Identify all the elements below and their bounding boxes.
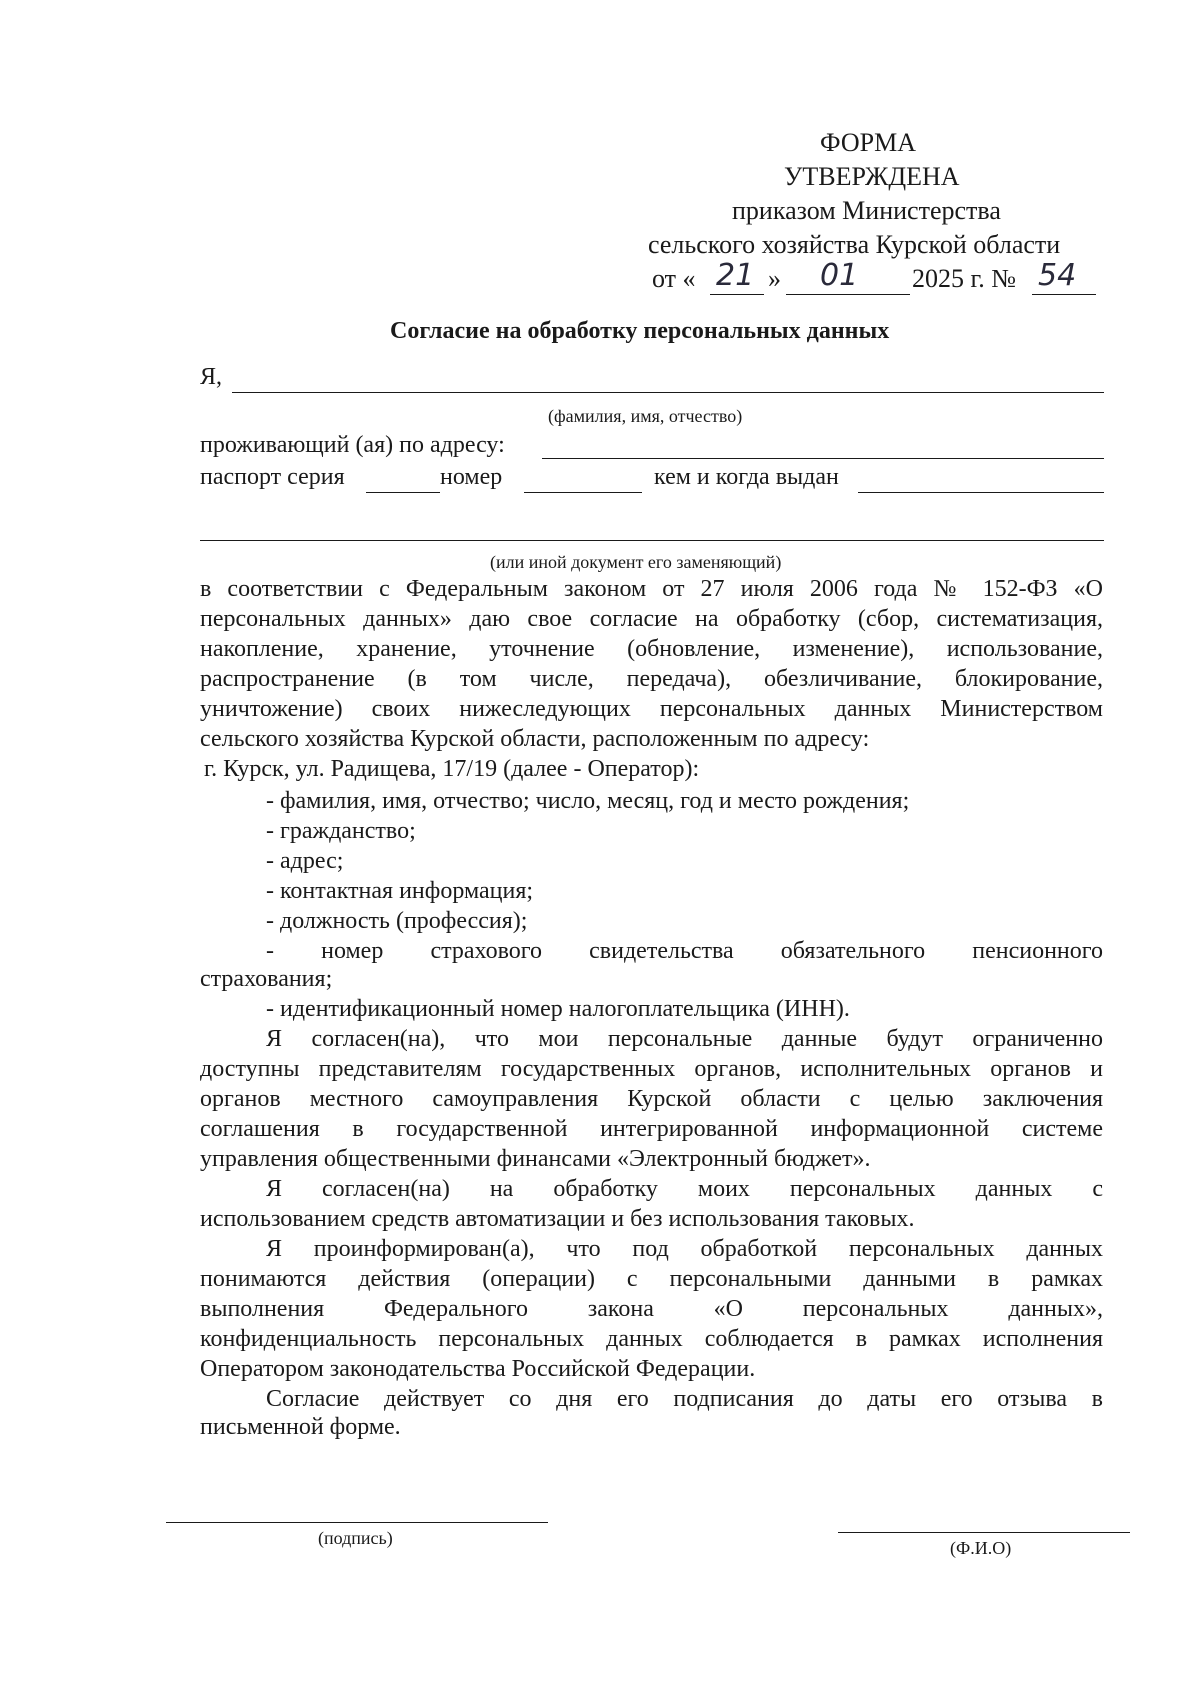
- passport-number-input-line[interactable]: [524, 492, 642, 493]
- issued-by-input-line-2[interactable]: [200, 540, 1104, 541]
- list-item-snils: - номер страхового свидетельства обязательного пенсионного: [266, 938, 1103, 964]
- header-order-line2: сельского хозяйства Курской области: [648, 230, 1061, 259]
- list-item: - гражданство;: [266, 818, 416, 844]
- passport-series-label: паспорт серия: [200, 464, 345, 490]
- body-p1-line: уничтожение) своих нижеследующих персональных данных Министерством: [200, 696, 1103, 722]
- body-p4-line: Я проинформирован(а), что под обработкой персональных данных: [266, 1236, 1103, 1262]
- fio-caption: (фамилия, имя, отчество): [548, 406, 743, 426]
- body-p5-line: Согласие действует со дня его подписания до даты его отзыва в: [266, 1386, 1103, 1412]
- doc-caption: (или иной документ его заменяющий): [490, 552, 782, 572]
- fio-signature-caption: (Ф.И.О): [950, 1538, 1012, 1558]
- body-p2-line: Я согласен(на), что мои персональные данные будут ограниченно: [266, 1026, 1103, 1052]
- header-date-mid: »: [768, 264, 781, 293]
- header-approved: УТВЕРЖДЕНА: [784, 162, 960, 191]
- document-title: Согласие на обработку персональных данных: [390, 318, 890, 344]
- body-p1-line: распространение (в том числе, передача), обезличивание, блокирование,: [200, 666, 1103, 692]
- issued-by-input-line[interactable]: [858, 492, 1104, 493]
- order-number-handwritten: 54: [1038, 258, 1077, 293]
- body-p1-line: в соответствии с Федеральным законом от 27 июля 2006 года № 152-ФЗ «О: [200, 576, 1103, 602]
- list-item: - контактная информация;: [266, 878, 534, 904]
- date-day-handwritten: 21: [716, 258, 755, 293]
- body-p4-line: понимаются действия (операции) с персональными данными в рамках: [200, 1266, 1103, 1292]
- body-p3-line: Я согласен(на) на обработку моих персональных данных с: [266, 1176, 1103, 1202]
- fio-input-line[interactable]: [232, 392, 1104, 393]
- body-p4-line: Оператором законодательства Российской Федерации.: [200, 1356, 756, 1382]
- signature-caption: (подпись): [318, 1528, 393, 1548]
- header-order-line1: приказом Министерства: [732, 196, 1001, 225]
- list-item: - должность (профессия);: [266, 908, 528, 934]
- body-p2-line: доступны представителям государственных органов, исполнительных органов и: [200, 1056, 1103, 1082]
- body-p2-line: органов местного самоуправления Курской области с целью заключения: [200, 1086, 1103, 1112]
- header-date-prefix: от «: [652, 264, 696, 293]
- body-p1-line: персональных данных» даю свое согласие на обработку (сбор, систематизация,: [200, 606, 1103, 632]
- body-p1-line: сельского хозяйства Курской области, расположенным по адресу:: [200, 726, 870, 752]
- address-label: проживающий (ая) по адресу:: [200, 432, 505, 458]
- passport-number-label: номер: [440, 464, 503, 490]
- operator-address: г. Курск, ул. Радищева, 17/19 (далее - Оператор):: [204, 756, 700, 782]
- list-item-snils-cont: страхования;: [200, 966, 333, 992]
- body-p4-line: конфиденциальность персональных данных соблюдается в рамках исполнения: [200, 1326, 1103, 1352]
- body-p1-line: накопление, хранение, уточнение (обновление, изменение), использование,: [200, 636, 1103, 662]
- body-p2-line: соглашения в государственной интегрированной информационной системе: [200, 1116, 1103, 1142]
- body-p3-line: использованием средств автоматизации и без использования таковых.: [200, 1206, 915, 1232]
- i-label: Я,: [200, 364, 223, 390]
- address-input-line[interactable]: [542, 458, 1104, 459]
- header-form: ФОРМА: [820, 128, 916, 157]
- body-p2-line: управления общественными финансами «Электронный бюджет».: [200, 1146, 871, 1172]
- date-month-handwritten: 01: [820, 258, 859, 293]
- issued-by-label: кем и когда выдан: [654, 464, 839, 490]
- signature-line[interactable]: [166, 1522, 548, 1523]
- body-p5-line: письменной форме.: [200, 1414, 401, 1440]
- body-p4-line: выполнения Федерального закона «О персональных данных»,: [200, 1296, 1103, 1322]
- passport-series-input-line[interactable]: [366, 492, 440, 493]
- fio-signature-line[interactable]: [838, 1532, 1130, 1533]
- list-item: - фамилия, имя, отчество; число, месяц, год и место рождения;: [266, 788, 910, 814]
- list-item: - адрес;: [266, 848, 344, 874]
- list-item-inn: - идентификационный номер налогоплательщика (ИНН).: [266, 996, 850, 1022]
- header-date-year: 2025 г. №: [912, 264, 1017, 293]
